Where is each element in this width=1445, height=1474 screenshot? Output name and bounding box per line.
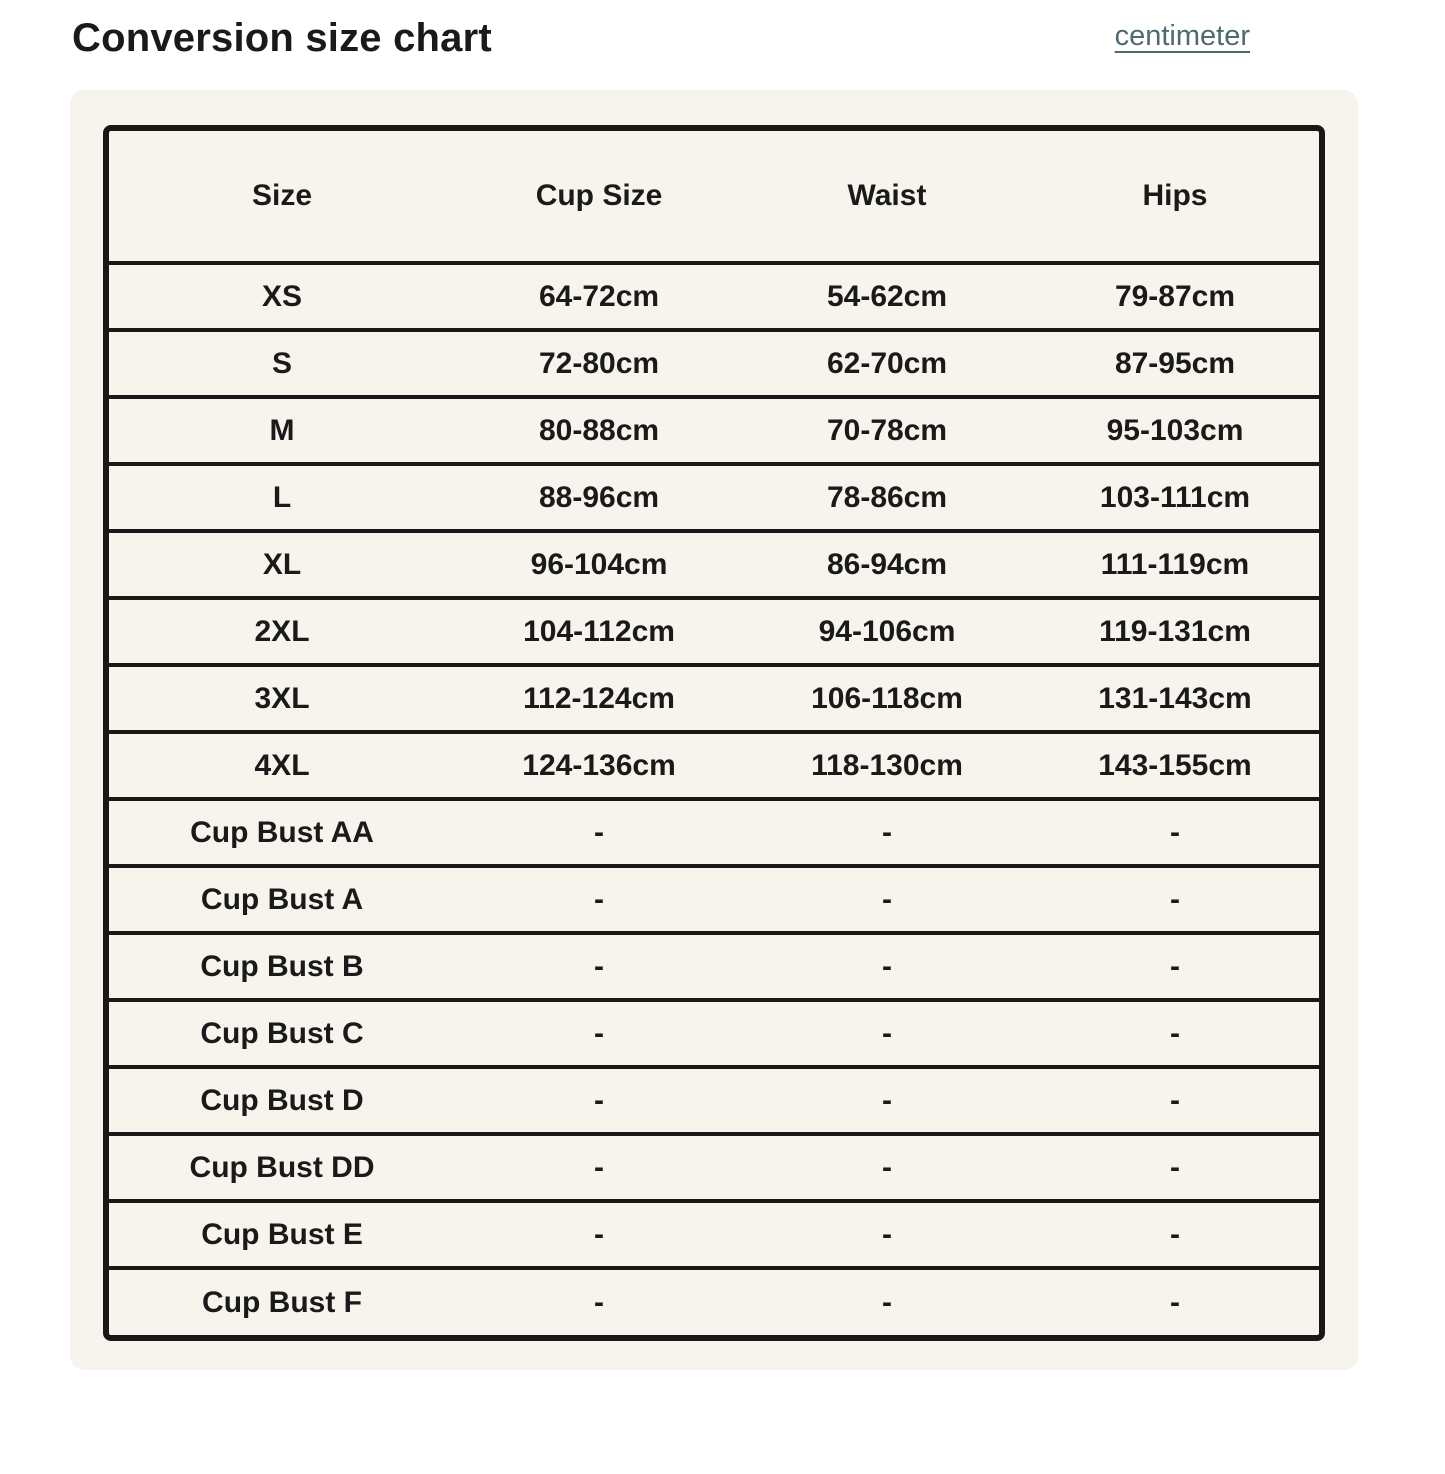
cell-value: - <box>594 1150 605 1184</box>
row-label: Cup Bust E <box>201 1217 363 1251</box>
size-table-body <box>109 263 1319 1335</box>
cell-value: 62-70cm <box>826 346 948 380</box>
cell-value: - <box>1169 1083 1180 1117</box>
cell-value: 88-96cm <box>538 480 660 514</box>
row-label: Cup Bust F <box>202 1285 363 1319</box>
table-row <box>109 1201 1319 1268</box>
cell-value: 124-136cm <box>522 748 676 782</box>
cell-value: - <box>594 1285 605 1319</box>
cell-value: - <box>594 815 605 849</box>
cell-value: 54-62cm <box>826 279 948 313</box>
row-label: Cup Bust DD <box>189 1150 375 1184</box>
cell-value: - <box>1169 1285 1180 1319</box>
cell-value: 96-104cm <box>530 547 668 581</box>
cell-value: - <box>594 949 605 983</box>
table-row <box>109 263 1319 330</box>
cell-value: 119-131cm <box>1099 614 1251 648</box>
cell-value: - <box>1169 949 1180 983</box>
cell-value: 95-103cm <box>1106 413 1244 447</box>
row-label: XS <box>262 279 303 313</box>
cell-value: 78-86cm <box>826 480 948 514</box>
table-row <box>109 933 1319 1000</box>
cell-value: 64-72cm <box>538 279 660 313</box>
cell-value: 103-111cm <box>1099 480 1251 514</box>
size-chart-card <box>70 90 1358 1370</box>
cell-value: 131-143cm <box>1098 681 1252 715</box>
table-row <box>109 665 1319 732</box>
cell-value: - <box>1169 1217 1180 1251</box>
size-table-frame <box>103 125 1325 1341</box>
size-table <box>109 131 1319 1335</box>
page-header <box>0 0 1445 90</box>
column-header: Cup Size <box>535 179 663 212</box>
cell-value: 111-119cm <box>1100 547 1250 581</box>
page-title: Conversion size chart <box>72 16 492 60</box>
row-label: L <box>272 480 292 514</box>
cell-value: - <box>594 1016 605 1050</box>
row-label: Cup Bust D <box>200 1083 364 1117</box>
cell-value: 70-78cm <box>826 413 948 447</box>
table-row <box>109 1268 1319 1335</box>
cell-value: 94-106cm <box>818 614 956 648</box>
cell-value: 87-95cm <box>1114 346 1236 380</box>
row-label: Cup Bust B <box>200 949 364 983</box>
size-table-head-row <box>109 131 1319 263</box>
table-row <box>109 1000 1319 1067</box>
unit-toggle-link[interactable]: centimeter <box>1114 20 1250 52</box>
row-label: Cup Bust A <box>200 882 364 916</box>
cell-value: 79-87cm <box>1114 279 1236 313</box>
row-label: Cup Bust AA <box>190 815 374 849</box>
row-label: Cup Bust C <box>200 1016 364 1050</box>
table-row <box>109 397 1319 464</box>
table-row <box>109 1134 1319 1201</box>
row-label: M <box>269 413 295 447</box>
column-header: Size <box>252 179 313 212</box>
cell-value: 118-130cm <box>811 748 963 782</box>
cell-value: 104-112cm <box>523 614 675 648</box>
row-label: 4XL <box>254 748 310 782</box>
cell-value: - <box>882 1285 892 1319</box>
cell-value: - <box>1169 815 1180 849</box>
cell-value: - <box>1169 882 1180 916</box>
cell-value: 86-94cm <box>826 547 948 581</box>
table-row <box>109 531 1319 598</box>
cell-value: - <box>882 1150 892 1184</box>
cell-value: - <box>594 882 605 916</box>
column-header: Hips <box>1142 179 1208 212</box>
table-row <box>109 464 1319 531</box>
cell-value: - <box>882 882 892 916</box>
cell-value: - <box>1169 1016 1180 1050</box>
row-label: XL <box>262 547 302 581</box>
cell-value: 72-80cm <box>538 346 660 380</box>
cell-value: - <box>882 815 892 849</box>
cell-value: 112-124cm <box>523 681 675 715</box>
cell-value: - <box>594 1083 605 1117</box>
cell-value: - <box>1169 1150 1180 1184</box>
cell-value: 143-155cm <box>1098 748 1252 782</box>
table-row <box>109 598 1319 665</box>
row-label: 3XL <box>254 681 310 715</box>
cell-value: - <box>882 1016 892 1050</box>
table-row <box>109 732 1319 799</box>
row-label: S <box>272 346 293 380</box>
column-header: Waist <box>847 179 927 212</box>
table-row <box>109 799 1319 866</box>
table-row <box>109 866 1319 933</box>
cell-value: - <box>882 1083 892 1117</box>
row-label: 2XL <box>254 614 310 648</box>
cell-value: - <box>594 1217 605 1251</box>
cell-value: 80-88cm <box>538 413 660 447</box>
table-row <box>109 330 1319 397</box>
cell-value: 106-118cm <box>811 681 963 715</box>
cell-value: - <box>882 949 892 983</box>
size-table-head <box>109 131 1319 263</box>
table-row <box>109 1067 1319 1134</box>
cell-value: - <box>882 1217 892 1251</box>
